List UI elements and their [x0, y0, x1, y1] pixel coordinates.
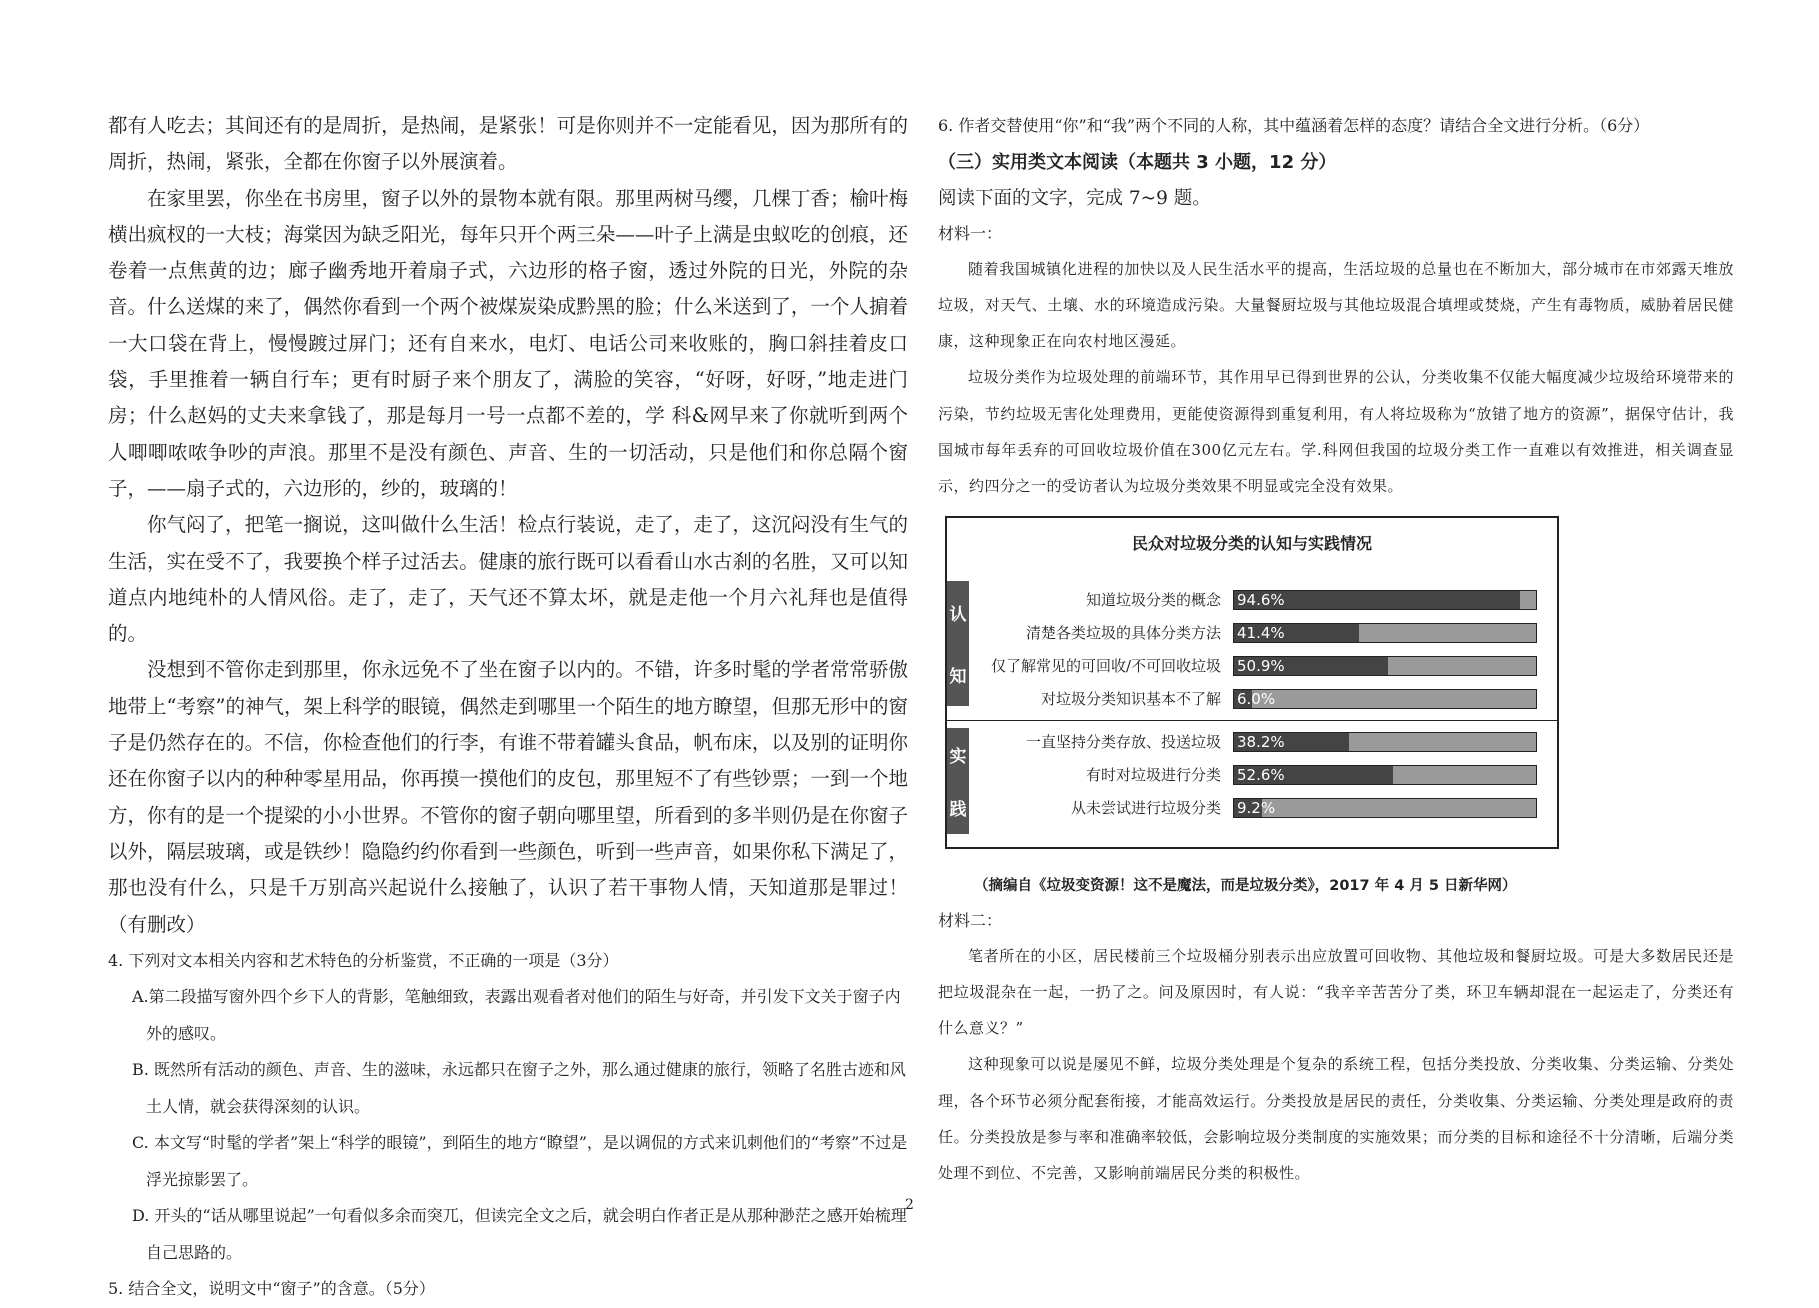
bar-track	[1233, 623, 1537, 643]
option-d: D. 开头的“话从哪里说起”一句看似多余而突兀，但读完全文之后，就会明白作者正是从那种渺茫之感开始梳理自己思路的。	[132, 1206, 907, 1262]
material-1-label: 材料一：	[938, 223, 1003, 243]
material-2-label: 材料二：	[938, 910, 1003, 930]
value-label: 6.0%	[1237, 690, 1276, 708]
page-number: 2	[905, 1197, 914, 1213]
chart-row	[947, 688, 1557, 710]
group-label-char: 知	[949, 667, 967, 688]
paragraph: 笔者所在的小区，居民楼前三个垃圾桶分别表示出应放置可回收物、其他垃圾和餐厨垃圾。可是大多数居民还是把垃圾混杂在一起，一扔了之。问及原因时，有人说：“我辛辛苦苦分了类，环卫车辆却混在一起运走了，分类还有什么意义？”	[938, 946, 1734, 1038]
reading-passage	[108, 108, 908, 943]
option-c: C. 本文写“时髦的学者”架上“科学的眼镜”，到陌生的地方“瞭望”，是以调侃的方式来讥刺他们的“考察”不过是浮光掠影罢了。	[132, 1133, 908, 1189]
category-label: 对垃圾分类知识基本不了解	[1040, 690, 1221, 708]
chart-row	[947, 731, 1557, 753]
chart-row	[947, 622, 1557, 644]
survey-bar-chart	[945, 516, 1559, 849]
paragraph: 垃圾分类作为垃圾处理的前端环节，其作用早已得到世界的公认，分类收集不仅能大幅度减少垃圾给环境带来的污染，节约垃圾无害化处理费用，更能使资源得到重复利用，有人将垃圾称为“放错了地方的资源”，据保守估计，我国城市每年丢弃的可回收垃圾价值在300亿元左右。学.科网但我国的垃圾分类工作一直难以有效推进，相关调查显示，约四分之一的受访者认为垃圾分类效果不明显或完全没有效果。	[938, 368, 1734, 496]
chart-row	[947, 589, 1557, 611]
value-label: 41.4%	[1237, 624, 1285, 642]
question-5: 5. 结合全文，说明文中“窗子”的含意。（5分）	[108, 1279, 435, 1299]
chart-row	[947, 764, 1557, 786]
material-1-text	[938, 251, 1734, 505]
category-label: 仅了解常见的可回收/不可回收垃圾	[990, 657, 1221, 675]
section-heading: （三）实用类文本阅读（本题共 3 小题，12 分）	[938, 151, 1337, 173]
instruction: 阅读下面的文字，完成 7~9 题。	[938, 187, 1211, 209]
paragraph: 在家里罢，你坐在书房里，窗子以外的景物本就有限。那里两树马缨，几棵丁香；榆叶梅横出疯杈的一大枝；海棠因为缺乏阳光，每年只开个两三朵——叶子上满是虫蚁吃的创痕，还卷着一点焦黄的边；廊子幽秀地开着扇子式，六边形的格子窗，透过外院的日光，外院的杂音。什么送煤的来了，偶然你看到一个两个被煤炭染成黔黑的脸；什么米送到了，一个人掮着一大口袋在背上，慢慢踱过屏门；还有自来水，电灯、电话公司来收账的，胸口斜挂着皮口袋，手里推着一辆自行车；更有时厨子来个朋友了，满脸的笑容，“好呀，好呀，”地走进门房；什么赵妈的丈夫来拿钱了，那是每月一号一点都不差的，学 科&网早来了你就听到两个人唧唧哝哝争吵的声浪。那里不是没有颜色、声音、生的一切活动，只是他们和你总隔个窗子，——扇子式的，六边形的，纱的，玻璃的！	[108, 186, 908, 500]
paragraph: 都有人吃去；其间还有的是周折，是热闹，是紧张！可是你则并不一定能看见，因为那所有的周折，热闹，紧张，全都在你窗子以外展演着。	[108, 114, 908, 174]
question-4: 4. 下列对文本相关内容和艺术特色的分析鉴赏，不正确的一项是（3分）	[108, 950, 619, 970]
value-label: 9.2%	[1237, 799, 1276, 817]
paragraph: 这种现象可以说是屡见不鲜，垃圾分类处理是个复杂的系统工程，包括分类投放、分类收集、分类运输、分类处理，各个环节必须分配套衔接，才能高效运行。分类投放是居民的责任，分类收集、分类运输、分类处理是政府的责任。分类投放是参与率和准确率较低，会影响垃圾分类制度的实施效果；而分类的目标和途径不十分清晰，后端分类处理不到位、不完善，又影响前端居民分类的积极性。	[938, 1055, 1734, 1183]
bar-track	[1233, 656, 1537, 676]
source-citation: （摘编自《垃圾变资源！这不是魔法，而是垃圾分类》，2017 年 4 月 5 日新华网）	[974, 877, 1517, 894]
chart-row	[947, 797, 1557, 819]
value-label: 52.6%	[1237, 766, 1285, 784]
category-label: 清楚各类垃圾的具体分类方法	[1025, 624, 1221, 642]
category-label: 有时对垃圾进行分类	[1085, 766, 1221, 784]
group-label-char: 实	[949, 747, 967, 767]
chart-title: 民众对垃圾分类的认知与实践情况	[1131, 534, 1372, 553]
category-label: 从未尝试进行垃圾分类	[1070, 799, 1221, 817]
bar-track	[1233, 689, 1537, 709]
group-label-char: 认	[949, 604, 967, 625]
bar-track	[1233, 765, 1537, 785]
group-label-char: 践	[949, 800, 967, 820]
option-b: B. 既然所有活动的颜色、声音、生的滋味，永远都只在窗子之外，那么通过健康的旅行，领略了名胜古迹和风土人情，就会获得深刻的认识。	[132, 1060, 906, 1116]
option-a: A.第二段描写窗外四个乡下人的背影，笔触细致，表露出观看者对他们的陌生与好奇，并引发下文关于窗子内外的感叹。	[132, 987, 901, 1043]
value-label: 38.2%	[1237, 733, 1285, 751]
value-label: 94.6%	[1237, 591, 1285, 609]
group-divider	[947, 720, 1557, 721]
value-label: 50.9%	[1237, 657, 1285, 675]
left-column	[108, 108, 908, 1308]
bar-track	[1233, 798, 1537, 818]
paragraph: 没想到不管你走到那里，你永远免不了坐在窗子以内的。不错，许多时髦的学者常常骄傲地带上“考察”的神气，架上科学的眼镜，偶然走到哪里一个陌生的地方瞭望，但那无形中的窗子是仍然存在的。不信，你检查他们的行李，有谁不带着罐头食品，帆布床，以及别的证明你还在你窗子以内的种种零星用品，你再摸一摸他们的皮包，那里短不了有些钞票；一到一个地方，你有的是一个提梁的小小世界。不管你的窗子朝向哪里望，所看到的多半则仍是在你窗子以外，隔层玻璃，或是铁纱！隐隐约约你看到一些颜色，听到一些声音，如果你私下满足了，那也没有什么，只是千万别高兴起说什么接触了，认识了若干事物人情，天知道那是罪过！（有删改）	[108, 658, 908, 936]
category-label: 知道垃圾分类的概念	[1085, 591, 1221, 609]
material-2-text	[938, 938, 1734, 1192]
paragraph: 随着我国城镇化进程的加快以及人民生活水平的提高，生活垃圾的总量也在不断加大，部分城市在市郊露天堆放垃圾，对天气、土壤、水的环境造成污染。大量餐厨垃圾与其他垃圾混合填埋或焚烧，产生有毒物质，威胁着居民健康，这种现象正在向农村地区漫延。	[938, 259, 1734, 351]
paragraph: 你气闷了，把笔一搁说，这叫做什么生活！检点行装说，走了，走了，这沉闷没有生气的生活，实在受不了，我要换个样子过活去。健康的旅行既可以看看山水古刹的名胜，又可以知道点内地纯朴的人情风俗。走了，走了，天气还不算太坏，就是走他一个月六礼拜也是值得的。	[108, 513, 908, 646]
category-label: 一直坚持分类存放、投送垃圾	[1025, 733, 1221, 751]
bar-track	[1233, 732, 1537, 752]
question-6: 6. 作者交替使用“你”和“我”两个不同的人称，其中蕴涵着怎样的态度？请结合全文进行分析。（6分）	[938, 116, 1650, 135]
bar-track	[1233, 590, 1537, 610]
question-4-options	[108, 979, 908, 1271]
chart-row	[947, 655, 1557, 677]
